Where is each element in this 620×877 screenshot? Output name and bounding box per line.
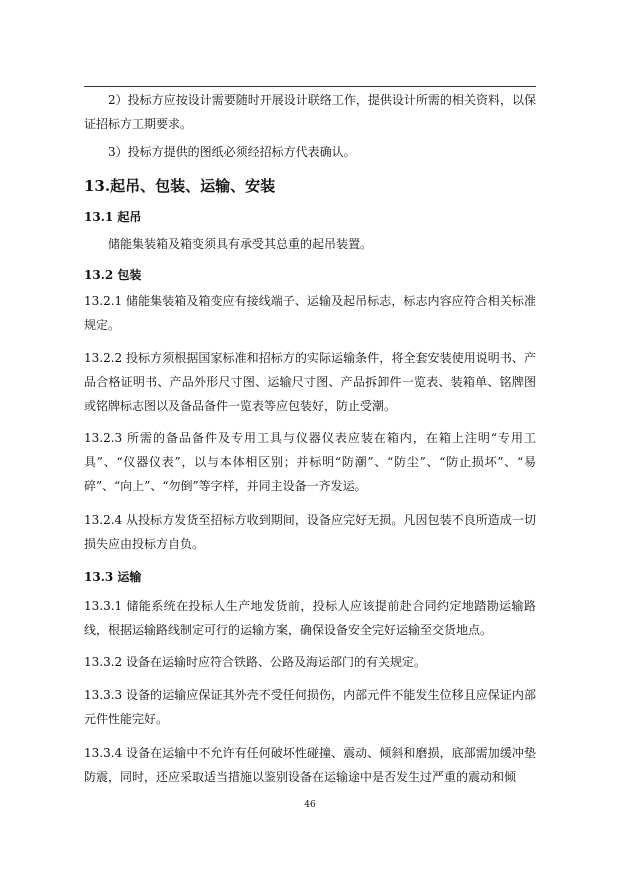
header-rule <box>84 86 536 87</box>
section-heading-13: 13.起吊、包装、运输、安装 <box>84 177 276 195</box>
paragraph-13-2-2: 13.2.2 投标方须根据国家标准和招标方的实际运输条件，将全套安装使用说明书、产品合格证明书、产品外形尺寸图、运输尺寸图、产品拆卸件一览表、装箱单、铭牌图或铭牌标志图以及备品备件一览表等应包装好，防止受潮。 <box>84 351 536 413</box>
paragraph-13-3-3: 13.3.3 设备的运输应保证其外壳不受任何损伤，内部元件不能发生位移且应保证内部元件性能完好。 <box>84 688 536 726</box>
paragraph-13-2-1: 13.2.1 储能集装箱及箱变应有接线端子、运输及起吊标志，标志内容应符合相关标准规定。 <box>84 294 536 332</box>
page-number: 46 <box>304 800 316 810</box>
paragraph-13-1: 储能集装箱及箱变须具有承受其总重的起吊装置。 <box>108 237 373 251</box>
subsection-heading-13-1: 13.1 起吊 <box>84 210 142 224</box>
paragraph-design-liaison: 2）投标方应按设计需要随时开展设计联络工作，提供设计所需的相关资料，以保证招标方工期要求。 <box>84 93 536 131</box>
paragraph-13-3-4: 13.3.4 设备在运输中不允许有任何破坏性碰撞、震动、倾斜和磨损，底部需加缓冲垫防震，同时，还应采取适当措施以鉴别设备在运输途中是否发生过严重的震动和倾 <box>84 746 536 784</box>
paragraph-13-2-3: 13.2.3 所需的备品备件及专用工具与仪器仪表应装在箱内，在箱上注明“专用工具”、“仪器仪表”，以与本体相区别；并标明“防潮”、“防尘”、“防止损坏”、“易碎”、“向上”、“勿倒”等字样，并同主设备一齐发运。 <box>84 431 536 493</box>
subsection-heading-13-2: 13.2 包装 <box>84 268 142 282</box>
paragraph-drawings-confirmation: 3）投标方提供的图纸必须经招标方代表确认。 <box>108 145 356 159</box>
paragraph-13-2-4: 13.2.4 从投标方发货至招标方收到期间，设备应完好无损。凡因包装不良所造成一切损失应由投标方自负。 <box>84 513 536 551</box>
paragraph-13-3-1: 13.3.1 储能系统在投标人生产地发货前，投标人应该提前赴合同约定地踏勘运输路线，根据运输路线制定可行的运输方案，确保设备安全完好运输至交货地点。 <box>84 599 536 637</box>
subsection-heading-13-3: 13.3 运输 <box>84 570 142 584</box>
paragraph-13-3-2: 13.3.2 设备在运输时应符合铁路、公路及海运部门的有关规定。 <box>84 655 426 669</box>
